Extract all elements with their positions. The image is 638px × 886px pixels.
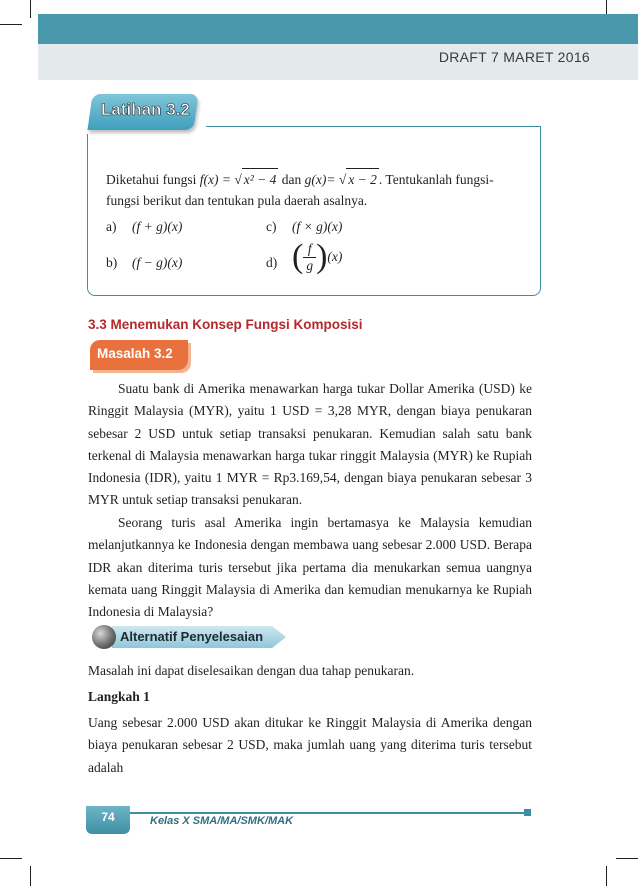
exercise-item-b: (f − g)(x) bbox=[132, 255, 183, 270]
footer-marker bbox=[524, 809, 531, 816]
exercise-statement: Diketahui fungsi f(x) = √ x² − 4 dan g(x)= √ x − 2 . Tentukanlah fungsi- bbox=[106, 168, 536, 191]
footer-rule bbox=[130, 812, 526, 814]
exercise-item-c-label: c) bbox=[266, 219, 277, 234]
exercise-statement-line2: fungsi berikut dan tentukan pula daerah asalnya. bbox=[106, 193, 368, 208]
crop-mark bbox=[0, 24, 22, 25]
exercise-item-c: (f × g)(x) bbox=[292, 219, 343, 234]
exercise-item-d: ( $\frac{f}{g}$ )(x) bbox=[292, 238, 343, 275]
solution-intro: Masalah ini dapat diselesaikan dengan dua tahap penukaran. bbox=[88, 663, 415, 678]
crop-mark bbox=[30, 0, 31, 18]
header-band bbox=[38, 14, 638, 44]
exercise-item-d-label: d) bbox=[266, 255, 278, 270]
step-text: Uang sebesar 2.000 USD akan ditukar ke Ringgit Malaysia di Amerika dengan biaya penukaran sebesar 2 USD, maka jumlah uang yang diterima turis tersebut adalah bbox=[88, 715, 532, 775]
crop-mark bbox=[616, 858, 638, 859]
solution-label: Alternatif Penyelesaian bbox=[120, 629, 264, 644]
crop-mark bbox=[606, 866, 607, 886]
exercise-item-a: (f + g)(x) bbox=[132, 219, 183, 234]
problem-paragraph-2: Seorang turis asal Amerika ingin bertamasya ke Malaysia kemudian melanjutkannya ke Indonesia dengan membawa uang sebesar 2.000 USD. Berapa IDR akan diterima turis tersebut jika pertama dia menukarkan semua uangnya kemata uang Ringgit Malaysia di Amerika dan kemudian menukarnya ke Rupiah Indonesia di Malaysia? bbox=[88, 515, 532, 620]
problem-paragraph-1: Suatu bank di Amerika menawarkan harga tukar Dollar Amerika (USD) ke Ringgit Malaysia (MYR), yaitu 1 USD = 3,28 MYR, dengan biaya penukaran sebesar 2 USD untuk setiap transaksi penukaran. Kemudian salah satu bank terkenal di Malaysia menawarkan harga tukar ringgit Malaysia (MYR) ke Rupiah Indonesia (IDR), yaitu 1 MYR = Rp3.169,54, dengan biaya penukaran sebesar 3 MYR untuk setiap transaksi penukaran. bbox=[88, 381, 532, 508]
page-number: 74 bbox=[101, 810, 115, 824]
exercise-item-b-label: b) bbox=[106, 255, 118, 270]
exercise-tab-label: Latihan 3.2 bbox=[101, 100, 190, 119]
section-title: 3.3 Menemukan Konsep Fungsi Komposisi bbox=[88, 317, 363, 332]
exercise-item-a-label: a) bbox=[106, 219, 117, 234]
crop-mark bbox=[0, 858, 22, 859]
draft-label: DRAFT 7 MARET 2016 bbox=[438, 49, 590, 65]
book-title: Kelas X SMA/MA/SMK/MAK bbox=[150, 815, 294, 827]
globe-icon bbox=[92, 625, 116, 649]
crop-mark bbox=[30, 866, 31, 886]
problem-label: Masalah 3.2 bbox=[97, 346, 173, 361]
step-label: Langkah 1 bbox=[88, 689, 150, 704]
